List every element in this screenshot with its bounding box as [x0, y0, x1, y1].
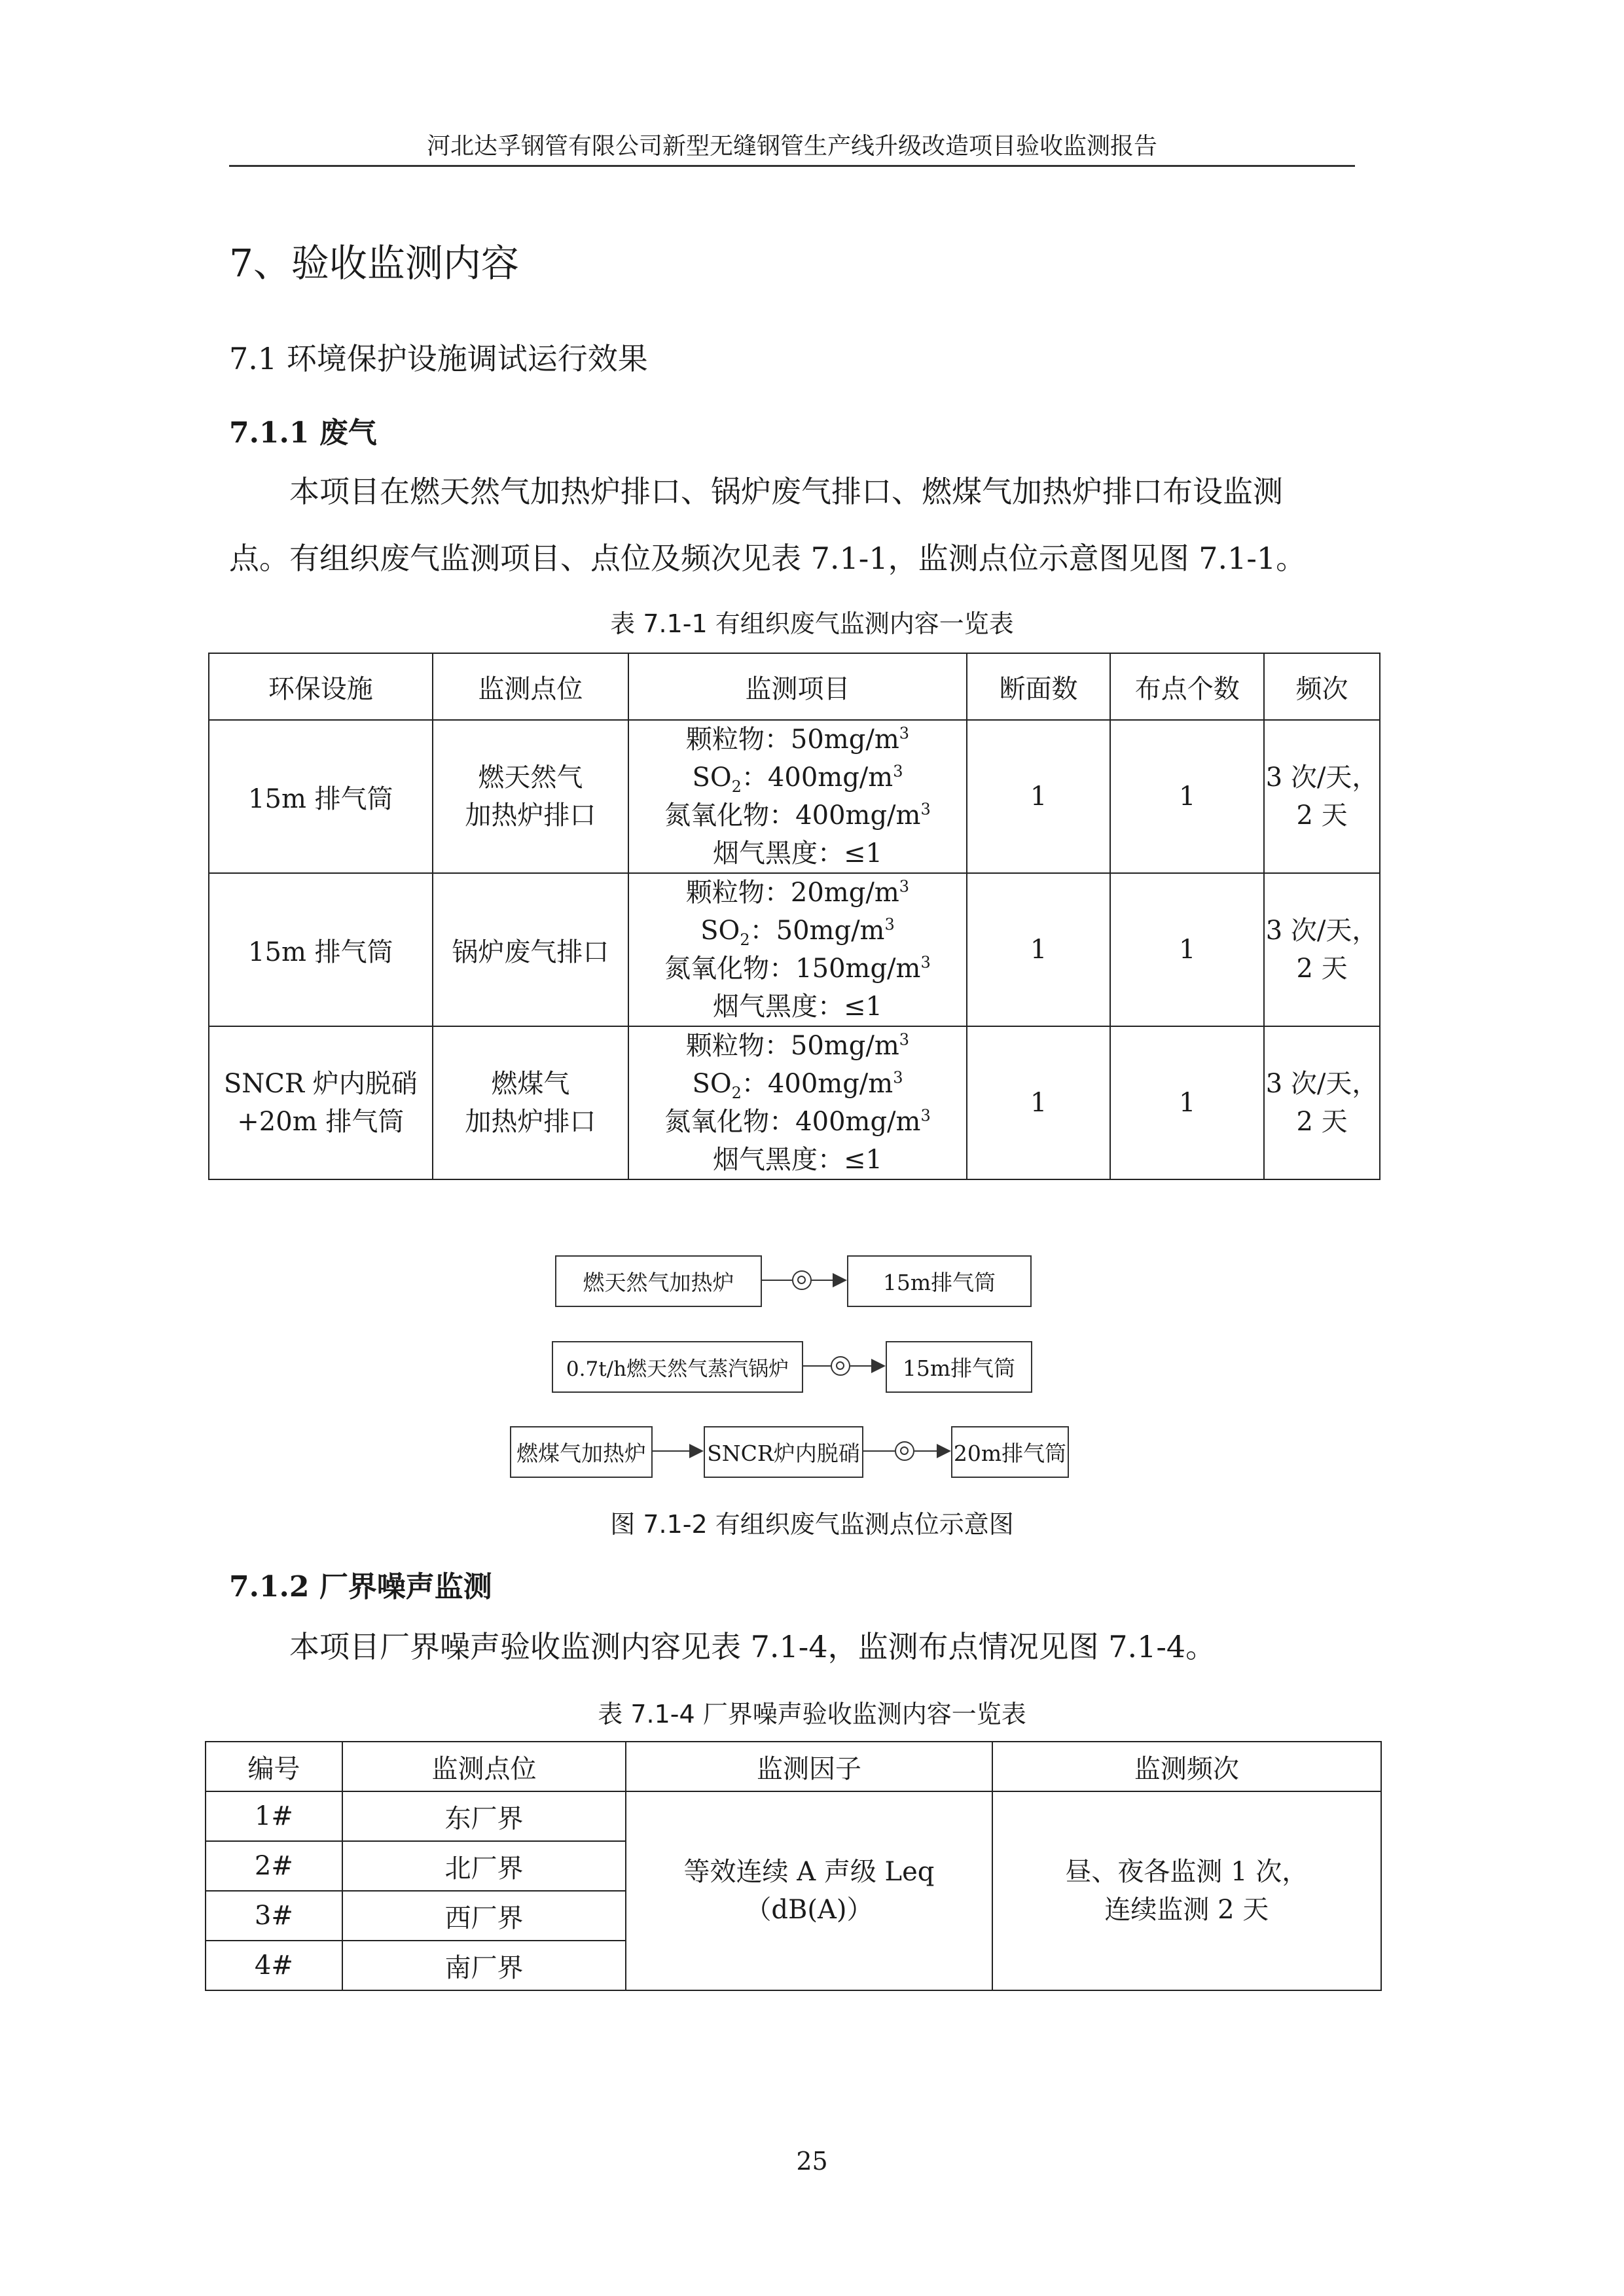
connector-line [651, 1450, 691, 1452]
header-frequency: 监测频次 [992, 1742, 1381, 1791]
section-7-1-2-heading [229, 1563, 492, 1605]
diagram-target-box: 20m排气筒 [951, 1426, 1069, 1478]
so2-line: $SO_2$：$400mg/m^3$ [692, 1068, 903, 1102]
point-cell: 燃天然气 加热炉排口 [433, 720, 629, 873]
items-cell [628, 1026, 967, 1179]
point-cell: 北厂界 [342, 1841, 626, 1891]
smoke-line: 烟气黑度：≤1 [712, 838, 882, 869]
nox-line: 氮氧化物：$400mg/m^3$ [664, 1106, 931, 1137]
section-7-heading: 7、验收监测内容 [229, 241, 519, 285]
section-number: 7.1.2 [229, 1570, 310, 1604]
connector-line [850, 1365, 873, 1367]
connector-line [862, 1450, 895, 1452]
table-header-row [209, 653, 1380, 720]
nox-line: 氮氧化物：$150mg/m^3$ [664, 953, 931, 984]
double-circle-icon [792, 1270, 812, 1290]
paragraph-7-1-1-line1: 本项目在燃天然气加热炉排口、锅炉废气排口、燃煤气加热炉排口布设监测 [289, 474, 1283, 509]
so2-line: $SO_2$：$400mg/m^3$ [692, 762, 903, 796]
point-cell: 西厂界 [342, 1891, 626, 1941]
waste-gas-monitoring-table [208, 653, 1380, 1180]
connector-line [914, 1450, 938, 1452]
items-cell [628, 720, 967, 873]
diagram-source-box: 燃煤气加热炉 [510, 1426, 653, 1478]
section-7-1-1-heading [229, 409, 377, 451]
figure-7-1-2-caption: 图 7.1-2 有组织废气监测点位示意图 [610, 1510, 1014, 1539]
frequency-cell: 3 次/天， 2 天 [1264, 873, 1380, 1026]
particulate-line: 颗粒物：$50mg/m^3$ [685, 724, 910, 755]
nox-line: 氮氧化物：$400mg/m^3$ [664, 800, 931, 831]
running-header: 河北达孚钢管有限公司新型无缝钢管生产线升级改造项目验收监测报告 [426, 133, 1157, 160]
arrow-right-icon [689, 1444, 704, 1458]
header-items: 监测项目 [628, 653, 967, 720]
table-row [209, 873, 1380, 1026]
point-cell: 燃煤气 加热炉排口 [433, 1026, 629, 1179]
header-point: 监测点位 [342, 1742, 626, 1791]
points-cell: 1 [1110, 1026, 1264, 1179]
header-sections: 断面数 [967, 653, 1111, 720]
facility-cell: 15m 排气筒 [209, 720, 433, 873]
connector-line [802, 1365, 831, 1367]
frequency-cell: 3 次/天， 2 天 [1264, 720, 1380, 873]
section-7-1-heading: 7.1 环境保护设施调试运行效果 [229, 341, 648, 376]
table-row [209, 1026, 1380, 1179]
points-cell: 1 [1110, 873, 1264, 1026]
header-point: 监测点位 [433, 653, 629, 720]
id-cell: 4# [206, 1941, 342, 1990]
section-name: 废气 [319, 416, 377, 450]
id-cell: 3# [206, 1891, 342, 1941]
header-factor: 监测因子 [626, 1742, 992, 1791]
point-cell: 锅炉废气排口 [433, 873, 629, 1026]
point-cell: 东厂界 [342, 1791, 626, 1841]
diagram-source-box: 0.7t/h燃天然气蒸汽锅炉 [552, 1341, 803, 1393]
smoke-line: 烟气黑度：≤1 [712, 992, 882, 1022]
items-cell [628, 873, 967, 1026]
header-id: 编号 [206, 1742, 342, 1791]
particulate-line: 颗粒物：$50mg/m^3$ [685, 1030, 910, 1061]
header-facility: 环保设施 [209, 653, 433, 720]
table-7-1-4-caption: 表 7.1-4 厂界噪声验收监测内容一览表 [598, 1700, 1026, 1729]
facility-cell: 15m 排气筒 [209, 873, 433, 1026]
arrow-right-icon [937, 1444, 951, 1458]
page-number: 25 [796, 2147, 828, 2176]
section-name: 厂界噪声监测 [319, 1570, 492, 1604]
section-number: 7.1.1 [229, 416, 310, 450]
paragraph-7-1-1-line2: 点。有组织废气监测项目、点位及频次见表 7.1-1，监测点位示意图见图 7.1-1。 [229, 541, 1307, 576]
particulate-line: 颗粒物：$20mg/m^3$ [685, 877, 910, 908]
diagram-middle-box: SNCR炉内脱硝 [704, 1426, 863, 1478]
arrow-right-icon [833, 1273, 847, 1287]
connector-line [761, 1280, 792, 1281]
sections-cell: 1 [967, 720, 1111, 873]
double-circle-icon [895, 1441, 914, 1461]
header-rule [229, 165, 1355, 167]
diagram-target-box: 15m排气筒 [847, 1255, 1032, 1307]
noise-monitoring-table [205, 1741, 1382, 1991]
id-cell: 1# [206, 1791, 342, 1841]
header-frequency: 频次 [1264, 653, 1380, 720]
so2-line: $SO_2$：$50mg/m^3$ [700, 915, 895, 949]
table-row [206, 1791, 1381, 1841]
table-header-row [206, 1742, 1381, 1791]
paragraph-7-1-2: 本项目厂界噪声验收监测内容见表 7.1-4，监测布点情况见图 7.1-4。 [289, 1629, 1216, 1664]
frequency-cell: 3 次/天， 2 天 [1264, 1026, 1380, 1179]
header-points: 布点个数 [1110, 653, 1264, 720]
diagram-target-box: 15m排气筒 [886, 1341, 1032, 1393]
connector-line [812, 1280, 834, 1281]
sections-cell: 1 [967, 873, 1111, 1026]
factor-cell: 等效连续 A 声级 Leq （dB(A)） [626, 1791, 992, 1990]
points-cell: 1 [1110, 720, 1264, 873]
arrow-right-icon [871, 1359, 886, 1373]
frequency-cell: 昼、夜各监测 1 次， 连续监测 2 天 [992, 1791, 1381, 1990]
id-cell: 2# [206, 1841, 342, 1891]
facility-cell: SNCR 炉内脱硝 +20m 排气筒 [209, 1026, 433, 1179]
diagram-source-box: 燃天然气加热炉 [555, 1255, 762, 1307]
table-7-1-1-caption: 表 7.1-1 有组织废气监测内容一览表 [610, 609, 1014, 638]
point-cell: 南厂界 [342, 1941, 626, 1990]
sections-cell: 1 [967, 1026, 1111, 1179]
double-circle-icon [831, 1356, 850, 1376]
table-row [209, 720, 1380, 873]
smoke-line: 烟气黑度：≤1 [712, 1145, 882, 1175]
